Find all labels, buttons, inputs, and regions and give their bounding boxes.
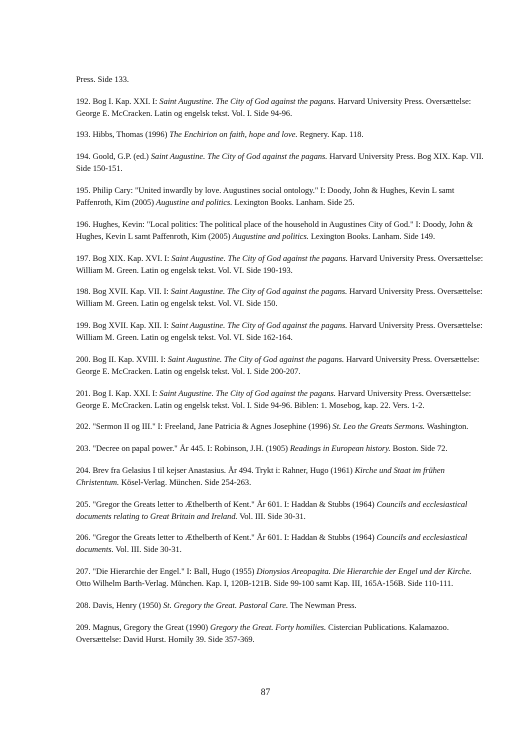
endnote-item [76,129,484,141]
endnote-item [76,388,484,412]
note-text: Boston. Side 72. [390,444,448,454]
note-title: Saint Augustine. The City of God against the pagans. [170,321,348,331]
note-title: Dionysios Areopagita. Die Hierarchie der Engel und der Kirche. [256,567,472,577]
note-title: Saint Augustine. The City of God against the pagans. [159,96,336,106]
endnote-item [76,622,484,646]
note-text: Vol. III. Side 30-31. [237,511,306,521]
note-title: Saint Augustine. The City of God against the pagans. [170,287,348,297]
note-text: Washington. [424,422,469,432]
note-title: Gregory the Great. Forty homilies. [210,622,327,632]
note-title: Councils and ecclesiastical documents relating to Great Britain and Ireland. [76,499,468,521]
endnote-item [76,443,484,455]
note-text: Harvard University Press. Oversættelse: George E. McCracken. Latin og engelsk tekst. Vol. I. Side 94-96. Biblen: 1. Mosebog, kap. 22. Vers. 1-2. [76,388,472,410]
endnote-item [76,499,484,523]
endnote-item [76,253,484,277]
note-text: Harvard University Press. Oversættelse: William M. Green. Latin og engelsk tekst. Vol. VI. Side 150. [76,287,483,309]
endnote-item [76,74,484,86]
page-number: 87 [260,688,271,698]
note-title: St. Gregory the Great. Pastoral Care. [163,600,289,610]
endnotes-list [76,74,484,655]
note-title: Saint Augustine. The City of God against the pagans. [159,388,336,398]
note-text: 198. Bog XVII. Kap. VII. I: [76,287,171,297]
note-title: Councils and ecclesiastical documents. [76,533,468,555]
note-text: Harvard University Press. Oversættelse: George E. McCracken. Latin og engelsk tekst. Vol. I. Side 200-207. [76,354,480,376]
endnote-item [76,286,484,310]
note-title: The Enchirion on faith, hope and love. [169,130,298,140]
endnote-item [76,354,484,378]
note-text: 209. Magnus, Gregory the Great (1990) [76,622,211,632]
note-title: Augustine and politics. [232,231,309,241]
note-text: Harvard University Press. Oversættelse: William M. Green. Latin og engelsk tekst. Vol. VI. Side 190-193. [76,253,484,275]
note-text: Lexington Books. Lanham. Side 149. [308,231,436,241]
note-title: Readings in European history. [289,444,391,454]
note-text: Cistercian Publications. Kalamazoo. Oversættelse: David Hurst. Homily 39. Side 357-369. [76,622,449,644]
note-text: 197. Bog XIX. Kap. XVI. I: [76,253,172,263]
note-text: 196. Hughes, Kevin: "Local politics: The political place of the household in Augustines City of God." I: Doody, John & Hughes, Kevin L samt Paffenroth, Kim (2005) [76,219,474,241]
note-text: Harvard University Press. Oversættelse: William M. Green. Latin og engelsk tekst. Vol. VI. Side 162-164. [76,321,483,343]
note-text: The Newman Press. [288,600,357,610]
endnote-item [76,219,484,243]
endnote-item [76,600,484,612]
note-text: Regnery. Kap. 118. [297,130,364,140]
note-text: Press. Side 133. [76,75,130,84]
note-text: 204. Brev fra Gelasius I til kejser Anastasius. År 494. Trykt i: Rahner, Hugo (1961) [76,465,355,475]
note-text: Harvard University Press. Oversættelse: George E. McCracken. Latin og engelsk tekst. Vol. I. Side 94-96. [76,96,472,118]
endnote-item [76,320,484,344]
endnote-item [76,532,484,556]
note-text: 203. "Decree on papal power." År 445. I: Robinson, J.H. (1905) [76,444,290,454]
endnote-item [76,185,484,209]
endnote-item [76,96,484,120]
note-text: 200. Bog II. Kap. XVIII. I: [76,354,168,364]
note-text: Otto Wilhelm Barth-Verlag. München. Kap. I, 120B-121B. Side 99-100 samt Kap. III, 165A-156B. Side 110-111. [76,579,454,589]
note-title: Kirche und Staat im frühen Christentum. [76,465,445,487]
note-text: 208. Davis, Henry (1950) [76,600,164,610]
note-text: Vol. III. Side 30-31. [113,545,182,555]
note-text: Lexington Books. Lanham. Side 25. [232,198,355,208]
endnote-item [76,421,484,433]
note-title: Saint Augustine. The City of God against the pagans. [171,253,348,263]
endnote-item [76,566,484,590]
note-title: Augustine and politics. [156,198,233,208]
note-text: Harvard University Press. Bog XIX. Kap. VII. Side 150-151. [76,152,484,174]
note-text: 195. Philip Cary: "United inwardly by love. Augustines social ontology." I: Doody, John & Hughes, Kevin L samt Paffenroth, Kim (2005) [76,185,455,208]
note-text: 193. Hibbs, Thomas (1996) [76,130,170,140]
note-title: St. Leo the Greats Sermons. [332,422,425,432]
note-text: 205. "Gregor the Greats letter to Æthelberth of Kent." År 601. I: Haddan & Stubbs (1964) [76,499,377,509]
note-text: 206. "Gregor the Greats letter to Æthelberth of Kent." År 601. I: Haddan & Stubbs (1964) [76,533,377,543]
note-text: 207. "Die Hierarchie der Engel." I: Ball, Hugo (1955) [76,567,257,577]
endnote-item [76,465,484,489]
note-text: 201. Bog I. Kap. XXI. I: [76,388,160,398]
note-title: Saint Augustine. The City of God against the pagans. [167,354,345,364]
note-text: 192. Bog I. Kap. XXI. I: [76,96,160,106]
note-text: 194. Goold, G.P. (ed.) [76,152,151,162]
note-title: Saint Augustine. The City of God against the pagans. [150,152,328,162]
note-text: Kösel-Verlag. München. Side 254-263. [119,477,252,487]
note-text: 202. "Sermon II og III." I: Freeland, Jane Patricia & Agnes Josephine (1996) [76,422,333,432]
note-text: 199. Bog XVII. Kap. XII. I: [76,321,171,331]
endnote-item [76,151,484,175]
